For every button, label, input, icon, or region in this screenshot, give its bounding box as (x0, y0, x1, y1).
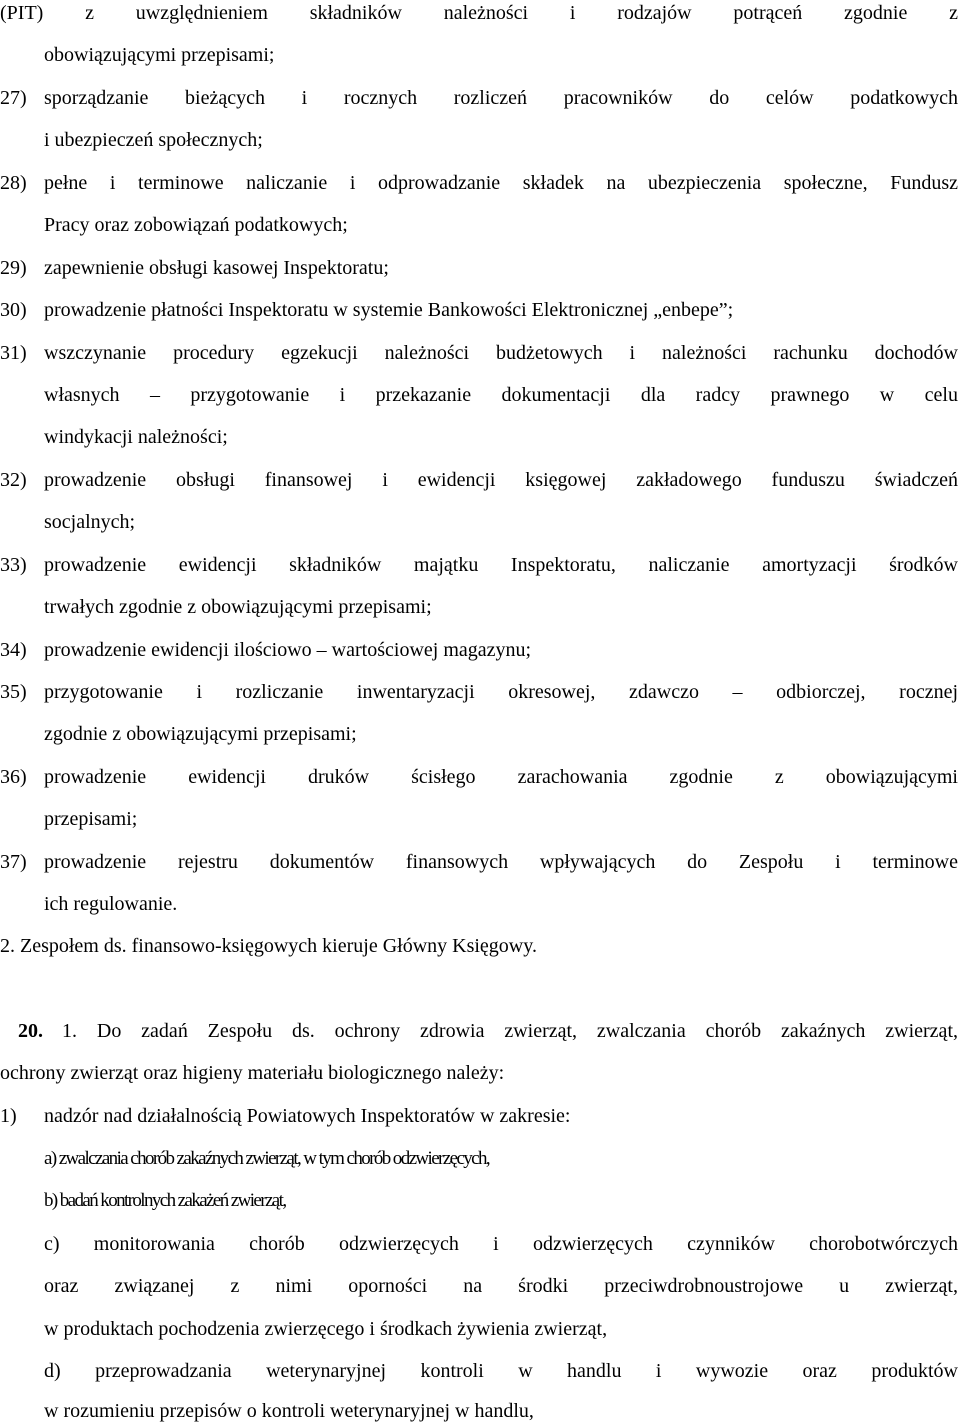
item-text: prowadzenie ewidencji ilościowo – wartościowej magazynu; (44, 639, 532, 661)
text-line: obowiązującymi przepisami; (44, 44, 275, 66)
list-item-34 (0, 637, 958, 663)
text-line: (PIT) z uwzględnieniem składników należności i rodzajów potrąceń zgodnie z (0, 2, 958, 24)
text-line: trwałych zgodnie z obowiązującymi przepisami; (44, 596, 432, 618)
text-line: ochrony zwierząt oraz higieny materiału biologicznego należy: (0, 1062, 505, 1084)
list-item-32 (0, 467, 958, 493)
item-text: prowadzenie rejestru dokumentów finansowych wpływających do Zespołu i terminowe (44, 851, 958, 873)
item-text: prowadzenie płatności Inspektoratu w systemie Bankowości Elektronicznej „enbepe”; (44, 299, 734, 321)
item-number: 34) (0, 639, 27, 661)
list-item-27 (0, 85, 958, 111)
text-line: własnych – przygotowanie i przekazanie dokumentacji dla radcy prawnego w celu (44, 384, 958, 406)
sub-item-d: d) przeprowadzania weterynaryjnej kontroli w handlu i wywozie oraz produktów (44, 1360, 958, 1382)
list-item-28 (0, 170, 958, 196)
sub-item-a: a) zwalczania chorób zakaźnych zwierząt, w tym chorób odzwierzęcych, (44, 1148, 490, 1169)
item-text: pełne i terminowe naliczanie i odprowadzanie składek na ubezpieczenia społeczne, Fundusz (44, 172, 958, 194)
item-text: prowadzenie ewidencji druków ścisłego zarachowania zgodnie z obowiązującymi (44, 766, 958, 788)
item-number: 35) (0, 681, 27, 703)
section-number: 20. (18, 1020, 43, 1042)
text-line: i ubezpieczeń społecznych; (44, 129, 263, 151)
item-number: 28) (0, 172, 27, 194)
item-number: 37) (0, 851, 27, 873)
sub-item-b: b) badań kontrolnych zakażeń zwierząt, (44, 1190, 286, 1211)
text-line: ich regulowanie. (44, 893, 178, 915)
sub-item-c: c) monitorowania chorób odzwierzęcych i odzwierzęcych czynników chorobotwórczych (44, 1233, 958, 1255)
paragraph-2: 2. Zespołem ds. finansowo-księgowych kieruje Główny Księgowy. (0, 935, 537, 957)
section-20 (0, 1018, 958, 1044)
item-text: przygotowanie i rozliczanie inwentaryzacji okresowej, zdawczo – odbiorczej, rocznej (44, 681, 958, 703)
text-line: zgodnie z obowiązującymi przepisami; (44, 723, 357, 745)
item-number: 36) (0, 766, 27, 788)
item-text: zapewnienie obsługi kasowej Inspektoratu; (44, 257, 389, 279)
item-text: sporządzanie bieżących i rocznych rozliczeń pracowników do celów podatkowych (44, 87, 958, 109)
list-item-37 (0, 849, 958, 875)
text-line: w produktach pochodzenia zwierzęcego i środkach żywienia zwierząt, (44, 1318, 608, 1340)
list-item-29 (0, 255, 958, 281)
list-item-31 (0, 340, 958, 366)
list-item-1 (0, 1103, 958, 1129)
item-text: prowadzenie ewidencji składników majątku Inspektoratu, naliczanie amortyzacji środków (44, 554, 958, 576)
text-line: przepisami; (44, 808, 138, 830)
item-number: 1) (0, 1105, 17, 1127)
item-number: 31) (0, 342, 27, 364)
text-line: oraz związanej z nimi oporności na środki przeciwdrobnoustrojowe u zwierząt, (44, 1275, 958, 1297)
item-number: 32) (0, 469, 27, 491)
list-item-36 (0, 764, 958, 790)
item-text: prowadzenie obsługi finansowej i ewidencji księgowej zakładowego funduszu świadczeń (44, 469, 958, 491)
item-text: wszczynanie procedury egzekucji należności budżetowych i należności rachunku dochodów (44, 342, 958, 364)
item-text: nadzór nad działalnością Powiatowych Inspektoratów w zakresie: (44, 1105, 571, 1127)
text-line: Pracy oraz zobowiązań podatkowych; (44, 214, 348, 236)
item-number: 30) (0, 299, 27, 321)
item-number: 33) (0, 554, 27, 576)
list-item-30 (0, 297, 958, 323)
text-line: w rozumieniu przepisów o kontroli weterynaryjnej w handlu, (44, 1400, 534, 1422)
list-item-35 (0, 679, 958, 705)
text-line: socjalnych; (44, 511, 136, 533)
section-text: 1. Do zadań Zespołu ds. ochrony zdrowia zwierząt, zwalczania chorób zakaźnych zwierząt, (62, 1020, 958, 1042)
text-line: windykacji należności; (44, 426, 228, 448)
item-number: 27) (0, 87, 27, 109)
list-item-33 (0, 552, 958, 578)
item-number: 29) (0, 257, 27, 279)
